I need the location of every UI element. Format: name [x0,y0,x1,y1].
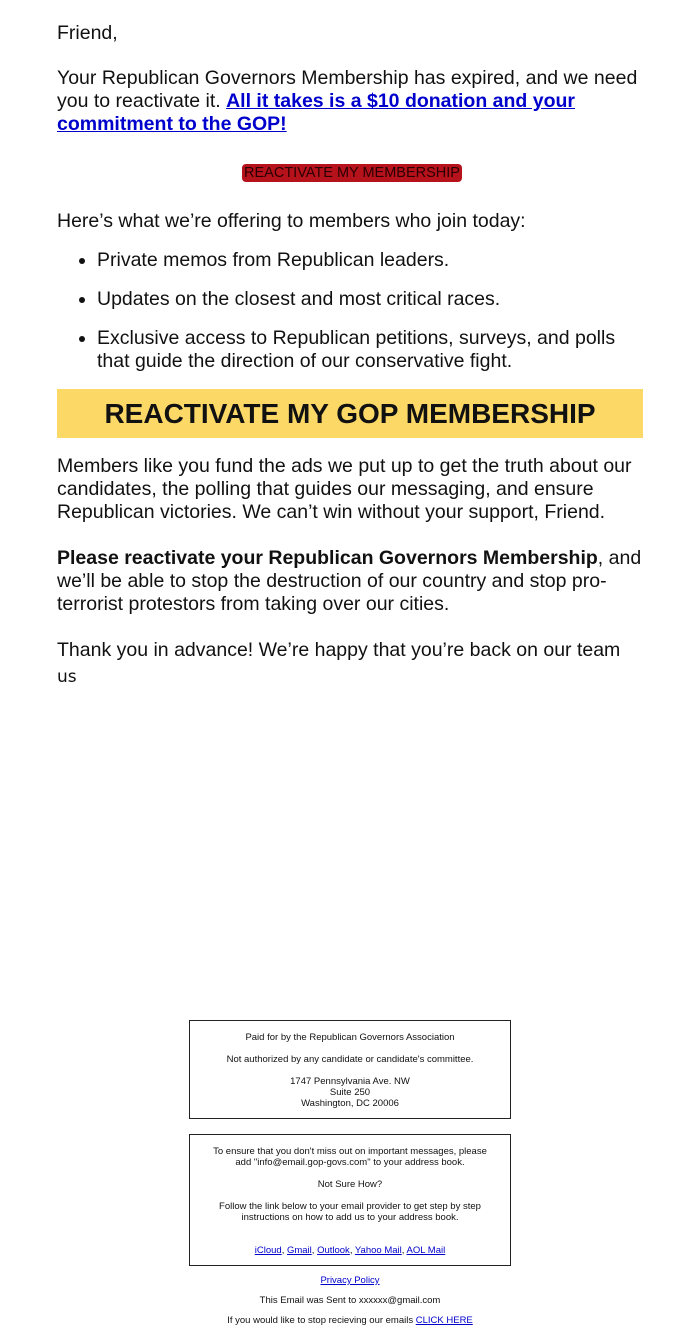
gmail-link[interactable]: Gmail [286,1245,312,1256]
sent-to-text: This Email was Sent to xxxxxx@gmail.com [259,1295,441,1306]
privacy-row [0,1275,700,1286]
paid-for-disclaimer [189,1020,511,1119]
follow-text: Follow the link below to your email provider to get step by step instructions on how to add us to your address book. [219,1201,481,1223]
address-line-1: 1747 Pennsylvania Ave. NW [290,1076,410,1087]
thank-you-paragraph: Thank you in advance! We’re happy that you’re back on our team [57,639,621,661]
reactivate-gop-membership-button[interactable]: REACTIVATE MY GOP MEMBERSHIP [57,389,643,438]
benefits-list [57,249,647,389]
unsubscribe-link[interactable]: CLICK HERE [415,1315,473,1326]
unsubscribe-text: If you would like to stop recieving our emails [227,1315,414,1326]
reactivate-rest-text: , and we’ll be able to stop the destruction of our country and stop pro-terrorist protestors from taking over our cities. [57,547,642,615]
not-sure-text: Not Sure How? [317,1179,383,1190]
address-line-2: Suite 250 [329,1087,371,1098]
list-item: • Exclusive access to Republican petitions, surveys, and polls that guide the direction of our conservative fight. [97,327,647,373]
intro-paragraph [57,67,647,136]
privacy-policy-link[interactable]: Privacy Policy [320,1275,380,1286]
intro-text: Your Republican Governors Membership has expired, and we need you to reactivate it. [57,67,638,112]
donation-link[interactable]: All it takes is a $10 donation and your commitment to the GOP! [57,90,576,135]
unsubscribe-row [0,1315,700,1326]
yahoo-mail-link[interactable]: Yahoo Mail [354,1245,402,1256]
members-paragraph: Members like you fund the ads we put up to get the truth about our candidates, the polling that guides our messaging, and ensure Republican victories. We can’t win without your support, Friend. [57,455,632,523]
list-item: • Private memos from Republican leaders. [97,249,647,272]
reactivate-paragraph [57,547,647,616]
outlook-link[interactable]: Outlook [317,1245,350,1256]
paid-for-text: Paid for by the Republican Governors Association [245,1032,455,1043]
provider-links: iCloud, Gmail, Outlook, Yahoo Mail, AOL Mail [254,1245,446,1256]
list-item: • Updates on the closest and most critical races. [97,288,647,311]
small-button-row [57,164,647,182]
signature: us [57,667,77,687]
reactivate-bold-text: Please reactivate your Republican Governors Membership [57,547,598,569]
address-book-text: To ensure that you don't miss out on important messages, please add "info@email.gop-govs.com" to your address book. [213,1146,487,1168]
icloud-link[interactable]: iCloud [254,1245,282,1256]
aol-mail-link[interactable]: AOL Mail [406,1245,446,1256]
not-authorized-text: Not authorized by any candidate or candidate's committee. [226,1054,474,1065]
address-book-notice [189,1134,511,1266]
address-line-3: Washington, DC 20006 [301,1098,399,1109]
greeting: Friend, [57,22,118,44]
offer-text: Here’s what we’re offering to members who join today: [57,210,526,232]
reactivate-membership-button[interactable]: REACTIVATE MY MEMBERSHIP [244,165,460,181]
